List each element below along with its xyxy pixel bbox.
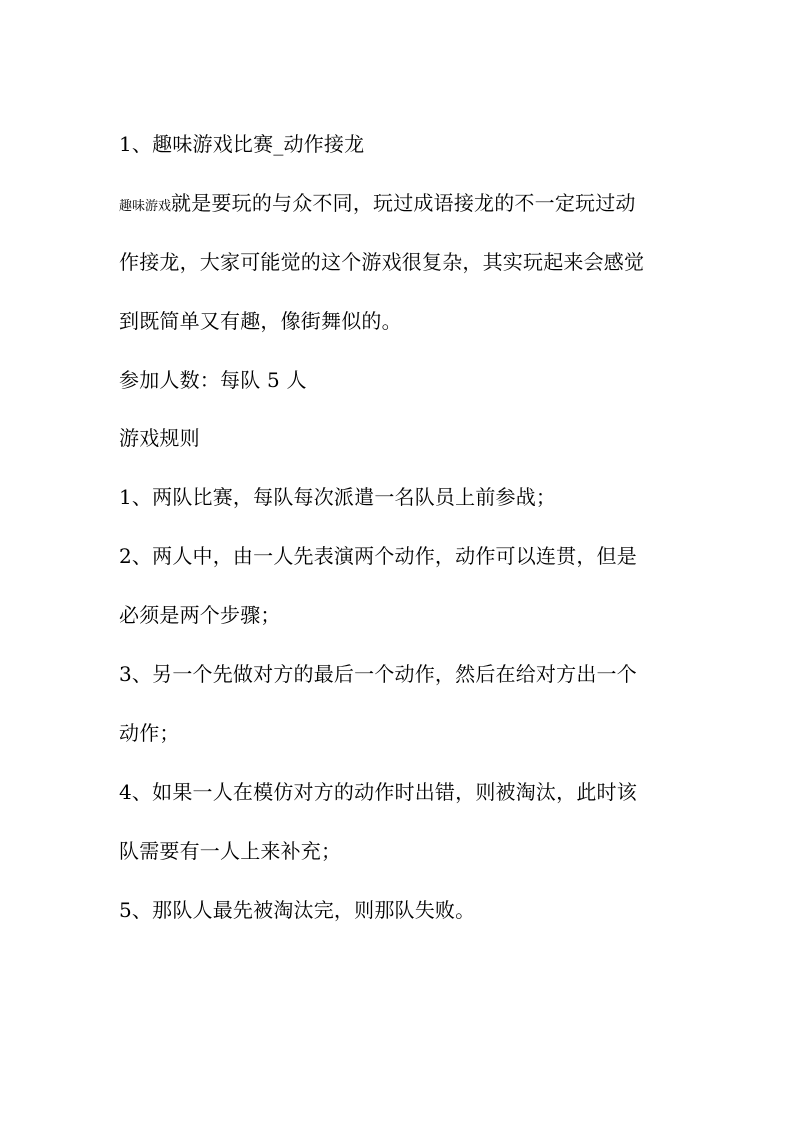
intro-line-1: [119, 183, 689, 223]
intro-line-3: 到既简单又有趣，像街舞似的。: [119, 308, 402, 333]
rule-4-line-2: 队需要有一人上来补充；: [119, 838, 342, 863]
participants-text: 参加人数：每队 5 人: [119, 367, 307, 392]
rule-1-line-1: 1、两队比赛，每队每次派遣一名队员上前参战；: [119, 485, 557, 510]
rule-5-line-1: 5、那队人最先被淘汰完，则那队失败。: [119, 897, 476, 922]
document-page: [119, 124, 689, 948]
intro-lead: 趣味游戏: [119, 198, 172, 214]
intro-line-2: 作接龙，大家可能觉的这个游戏很复杂，其实玩起来会感觉: [119, 249, 645, 274]
rule-3-line-2: 动作；: [119, 720, 180, 745]
rule-4-line-1: 4、如果一人在模仿对方的动作时出错，则被淘汰，此时该: [119, 779, 637, 804]
rules-heading: 游戏规则: [119, 426, 200, 451]
rule-2-line-1: 2、两人中，由一人先表演两个动作，动作可以连贯，但是: [119, 544, 637, 569]
intro-line-1-text: 就是要玩的与众不同，玩过成语接龙的不一定玩过动: [171, 190, 636, 215]
document-title: 1、趣味游戏比赛_动作接龙: [119, 132, 365, 156]
rule-2-line-2: 必须是两个步骤；: [119, 603, 281, 628]
rule-3-line-1: 3、另一个先做对方的最后一个动作，然后在给对方出一个: [119, 662, 637, 687]
